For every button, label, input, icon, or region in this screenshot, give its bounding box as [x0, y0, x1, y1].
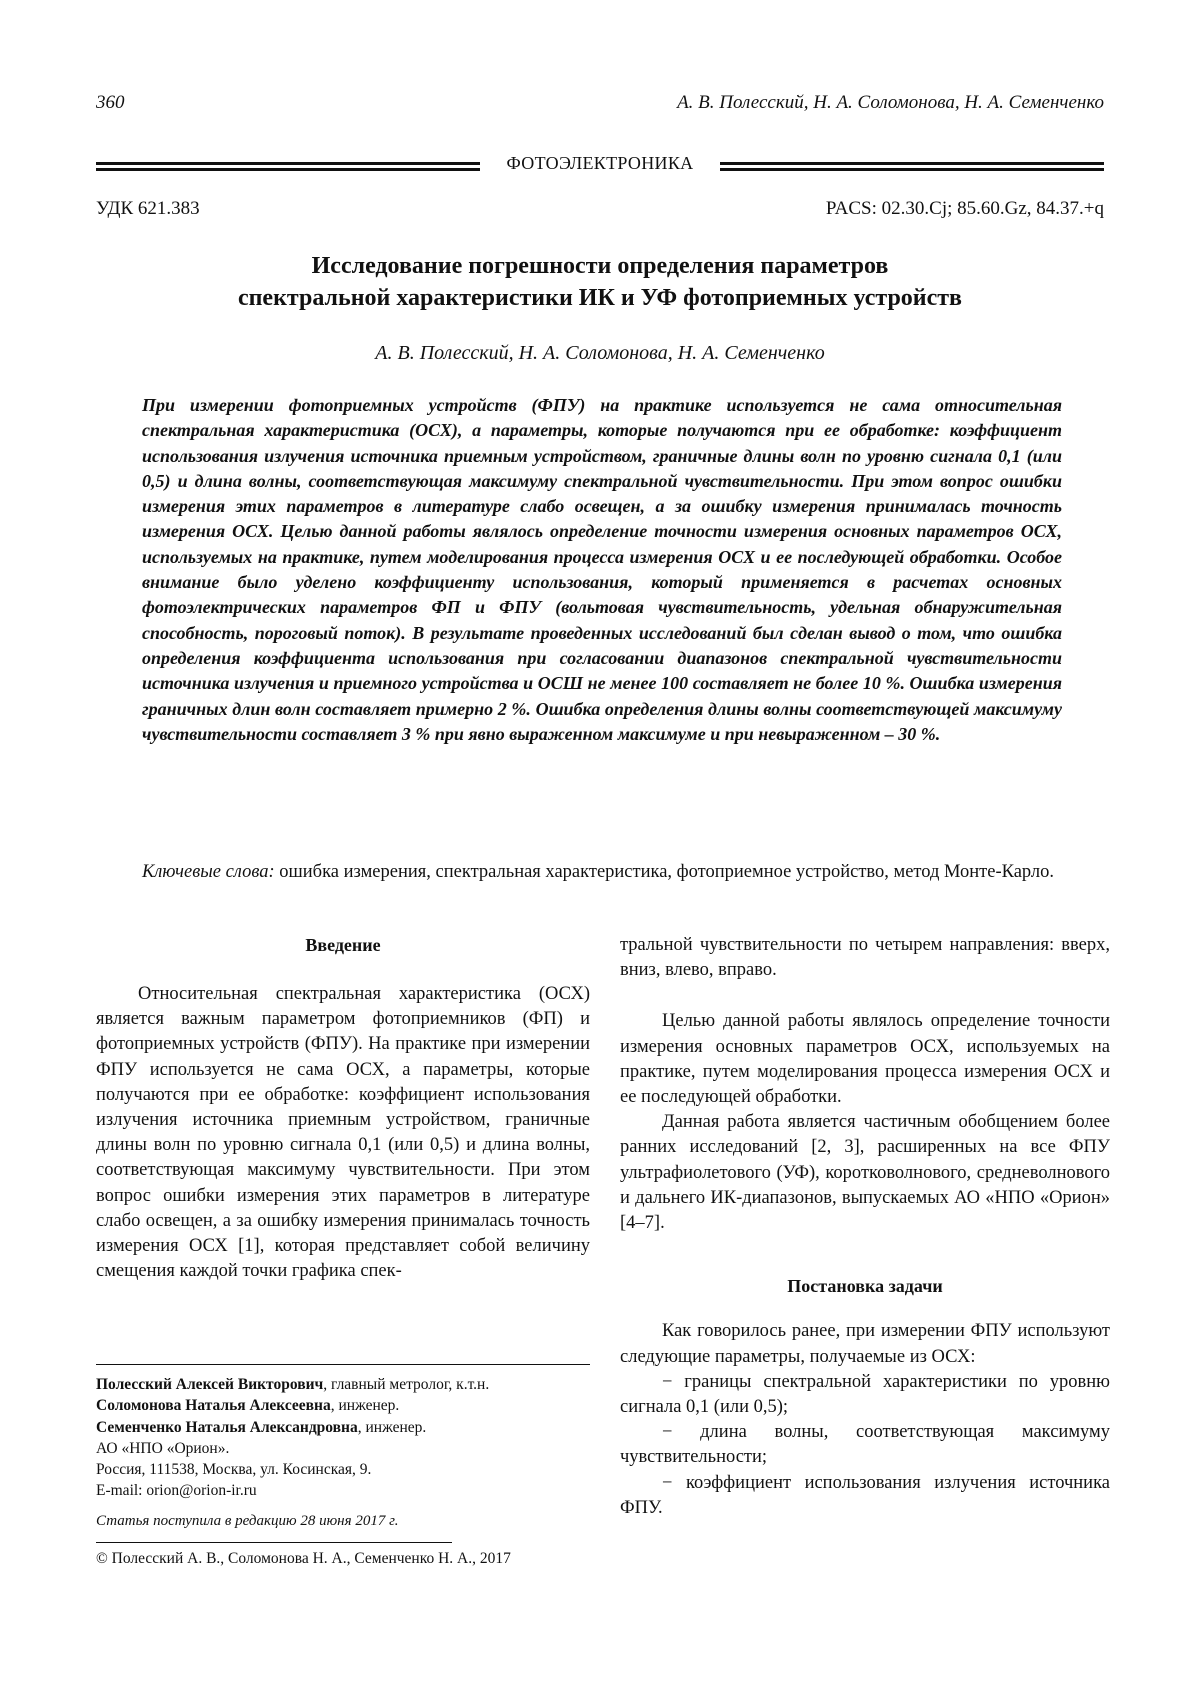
copyright-divider [96, 1542, 452, 1543]
running-header-authors: А. В. Полесский, Н. А. Соломонова, Н. А. Семенченко [677, 92, 1104, 113]
article-title [96, 250, 1104, 314]
received-date: Статья поступила в редакцию 28 июня 2017 г. [96, 1513, 399, 1529]
author-1-name: Полесский Алексей Викторович [96, 1376, 324, 1393]
author-2-name: Соломонова Наталья Алексеевна [96, 1397, 331, 1415]
intro-paragraph: Относительная спектральная характеристика (ОСХ) является важным параметром фотоприемников (ФП) и фотоприемных устройств (ФПУ). На практике при измерении ФПУ используется не сама ОСХ, а параметры, которые получаются при ее обработке: коэффициент использования излучения источника приемным устройством, граничные длины волн по уровню сигнала 0,1 (или 0,5) и длина волны, соответствующая максимуму чувствительности. При этом вопрос ошибки измерения этих параметров в литературе слабо освещен, а за ошибку измерения принималась точность измерения ОСХ [1], которая представляет собой величину смещения каждой точки графика спек- [96, 984, 590, 1282]
list-item: − коэффициент использования излучения источника ФПУ. [620, 1472, 1110, 1518]
footnote-email: E-mail: orion@orion-ir.ru [96, 1482, 257, 1500]
section-rule-right [720, 162, 1104, 171]
author-1-role: , главный метролог, к.т.н. [323, 1376, 490, 1393]
goal-paragraph: Целью данной работы являлось определение точности измерения основных параметров ОСХ, используемых на практике, путем моделирования процесса измерения ОСХ и ее последующей обработки. [620, 1011, 1110, 1108]
author-footnote [96, 1374, 590, 1502]
author-3-name: Семенченко Наталья Александровна [96, 1418, 358, 1436]
footnote-organization: АО «НПО «Орион». [96, 1439, 230, 1457]
copyright-notice: © Полесский А. В., Соломонова Н. А., Семенченко Н. А., 2017 [96, 1550, 511, 1567]
heading-problem-statement: Постановка задачи [787, 1276, 943, 1297]
article-authors: А. В. Полесский, Н. А. Соломонова, Н. А. Семенченко [375, 342, 825, 364]
section-banner [96, 153, 1104, 178]
abstract-text: При измерении фотоприемных устройств (ФПУ) на практике используется не сама относительная спектральная характеристика (ОСХ), а параметры, которые получаются при ее обработке: коэффициент использования излучения источника приемным устройством, граничные длины волн по уровню сигнала 0,1 (или 0,5) и длина волны, соответствующая максимуму спектральной чувствительности. При этом вопрос ошибки измерения этих параметров в литературе слабо освещен, а за ошибку измерения принималась точность измерения ОСХ. Целью данной работы являлось определение точности измерения основных параметров ОСХ, используемых на практике, путем моделирования процесса измерения ОСХ и ее последующей обработки. Особое внимание было уделено коэффициенту использования, который применяется в расчетах основных фотоэлектрических параметров ФП и ФПУ (вольтовая чувствительность, удельная обнаружительная способность, пороговый поток). В результате проведенных исследований был сделан вывод о том, что ошибка определения коэффициента использования при согласовании диапазонов спектральной чувствительности источника излучения и приемного устройства и ОСШ не менее 100 составляет не более 10 %. Ошибка измерения граничных длин волн составляет примерно 2 %. Ошибка определения длины волны соответствующей максимуму чувствительности составляет 3 % при явно выраженном максимуме и при невыраженном – 30 %. [142, 395, 1062, 744]
abstract [142, 393, 1062, 747]
footnote-divider [96, 1364, 590, 1365]
footnote-author-1 [96, 1374, 590, 1395]
pacs-codes: PACS: 02.30.Cj; 85.60.Gz, 84.37.+q [825, 198, 1104, 219]
footnote-author-2 [96, 1395, 590, 1416]
section-title: ФОТОЭЛЕКТРОНИКА [506, 153, 694, 173]
right-column [620, 933, 1110, 1521]
udk-code: УДК 621.383 [96, 198, 200, 219]
keywords [142, 860, 1062, 885]
generalization-paragraph: Данная работа является частичным обобщением более ранних исследований [2, 3], расширенных на все ФПУ ультрафиолетового (УФ), коротковолнового, средневолнового и дальнего ИК-диапазонов, выпускаемых АО «НПО «Орион» [4–7]. [620, 1112, 1110, 1234]
left-column [96, 982, 590, 1284]
title-line-1: Исследование погрешности определения параметров [311, 253, 889, 279]
author-2-role: , инженер. [330, 1397, 400, 1415]
author-3-role: , инженер. [357, 1418, 427, 1436]
footnote-address: Россия, 111538, Москва, ул. Косинская, 9. [96, 1461, 372, 1479]
heading-introduction: Введение [305, 935, 381, 955]
keywords-text: ошибка измерения, спектральная характеристика, фотоприемное устройство, метод Монте-Карло. [274, 862, 1055, 882]
page-number: 360 [96, 92, 125, 113]
keywords-label: Ключевые слова: [142, 862, 275, 882]
continuation-paragraph: тральной чувствительности по четырем направления: вверх, вниз, влево, вправо. [620, 935, 1110, 981]
list-item: − границы спектральной характеристики по уровню сигнала 0,1 (или 0,5); [620, 1371, 1110, 1418]
title-line-2: спектральной характеристики ИК и УФ фотоприемных устройств [237, 285, 963, 311]
task-paragraph: Как говорилось ранее, при измерении ФПУ используют следующие параметры, получаемые из ОСХ: [620, 1321, 1110, 1367]
footnote-author-3 [96, 1417, 590, 1438]
list-item: − длина волны, соответствующая максимуму чувствительности; [620, 1422, 1110, 1468]
